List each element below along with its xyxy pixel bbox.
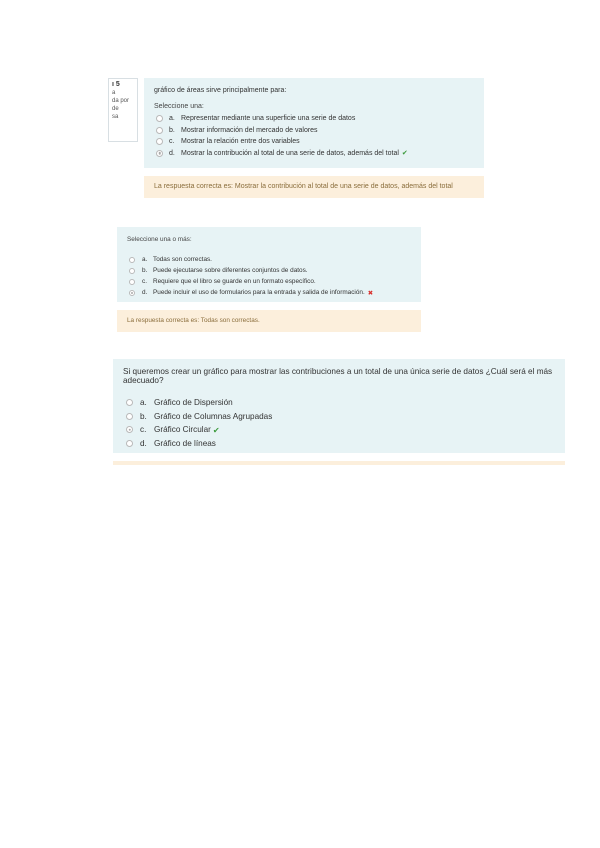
radio-button-selected[interactable]: [156, 150, 163, 157]
radio-button[interactable]: [126, 413, 133, 420]
checkbox[interactable]: [129, 268, 135, 274]
answer-option-b[interactable]: [154, 125, 474, 137]
feedback-text: La respuesta correcta es: Mostrar la contribución al total de una serie de datos, además del total: [154, 183, 453, 190]
option-letter: b.: [140, 411, 147, 421]
option-text: Mostrar la contribución al total de una serie de datos, además del total: [181, 149, 399, 157]
option-letter: d.: [140, 438, 147, 448]
question-info-line: da por: [112, 98, 130, 104]
radio-button[interactable]: [156, 127, 163, 134]
question-2-feedback: [117, 310, 421, 332]
option-text: Gráfico de líneas: [154, 438, 216, 448]
radio-button[interactable]: [126, 440, 133, 447]
question-number: ı 5: [112, 81, 120, 88]
option-letter: a.: [140, 398, 147, 408]
question-info-line: de: [112, 106, 119, 112]
radio-button-selected[interactable]: [126, 426, 133, 433]
question-info-panel: [108, 78, 138, 142]
option-letter: a.: [169, 115, 175, 123]
option-text: Puede ejecutarse sobre diferentes conjuntos de datos.: [153, 267, 308, 274]
option-letter: a.: [142, 256, 148, 263]
option-letter: b.: [142, 267, 148, 274]
answer-option-a[interactable]: [123, 396, 555, 410]
answer-option-c[interactable]: [123, 423, 555, 437]
option-letter: c.: [142, 278, 147, 285]
option-text: Puede incluir el uso de formularios para la entrada y salida de información.: [153, 289, 365, 296]
cross-icon: ✖: [367, 289, 374, 297]
question-2-prompt: Seleccione una o más:: [127, 236, 192, 243]
option-letter: b.: [169, 126, 175, 134]
answer-option-c[interactable]: [127, 276, 411, 287]
option-letter: d.: [142, 289, 148, 296]
answer-option-b[interactable]: [127, 265, 411, 276]
option-text: Mostrar información del mercado de valores: [181, 126, 318, 134]
question-info-line: a: [112, 90, 116, 96]
question-info-line: sa: [112, 114, 119, 120]
check-icon: ✔: [212, 425, 220, 435]
option-text: Representar mediante una superficie una serie de datos: [181, 115, 356, 123]
checkbox[interactable]: [129, 279, 135, 285]
question-1-text: gráfico de áreas sirve principalmente para:: [154, 87, 287, 94]
question-2-card: [117, 227, 421, 302]
answer-option-d[interactable]: [127, 287, 411, 298]
answer-option-a[interactable]: [154, 113, 474, 125]
answer-option-d[interactable]: [154, 148, 474, 160]
question-3-card: [113, 359, 565, 453]
answer-option-a[interactable]: [127, 254, 411, 265]
question-3-text: Si queremos crear un gráfico para mostrar las contribuciones a un total de una única serie de datos ¿Cuál será el más adecuado?: [123, 367, 553, 385]
radio-button[interactable]: [156, 115, 163, 122]
option-text: Gráfico de Columnas Agrupadas: [154, 411, 273, 421]
checkbox[interactable]: [129, 257, 135, 263]
option-letter: d.: [169, 149, 175, 157]
option-text: Todas son correctas.: [153, 256, 212, 263]
question-3-feedback: [113, 461, 565, 465]
option-text: Requiere que el libro se guarde en un formato específico.: [153, 278, 316, 285]
question-1-feedback: [144, 176, 484, 198]
answer-option-c[interactable]: [154, 136, 474, 148]
check-icon: ✔: [401, 150, 408, 158]
answer-option-d[interactable]: [123, 437, 555, 451]
radio-button[interactable]: [126, 399, 133, 406]
option-text: Gráfico de Dispersión: [154, 398, 233, 408]
question-1-prompt: Seleccione una:: [154, 103, 204, 110]
option-text: Gráfico Circular: [154, 425, 211, 435]
checkbox-selected[interactable]: [129, 290, 135, 296]
option-letter: c.: [169, 138, 175, 146]
option-text: Mostrar la relación entre dos variables: [181, 138, 300, 146]
question-1-card: [144, 78, 484, 168]
option-letter: c.: [140, 425, 147, 435]
answer-option-b[interactable]: [123, 410, 555, 424]
feedback-text: La respuesta correcta es: Todas son correctas.: [127, 317, 260, 324]
radio-button[interactable]: [156, 138, 163, 145]
